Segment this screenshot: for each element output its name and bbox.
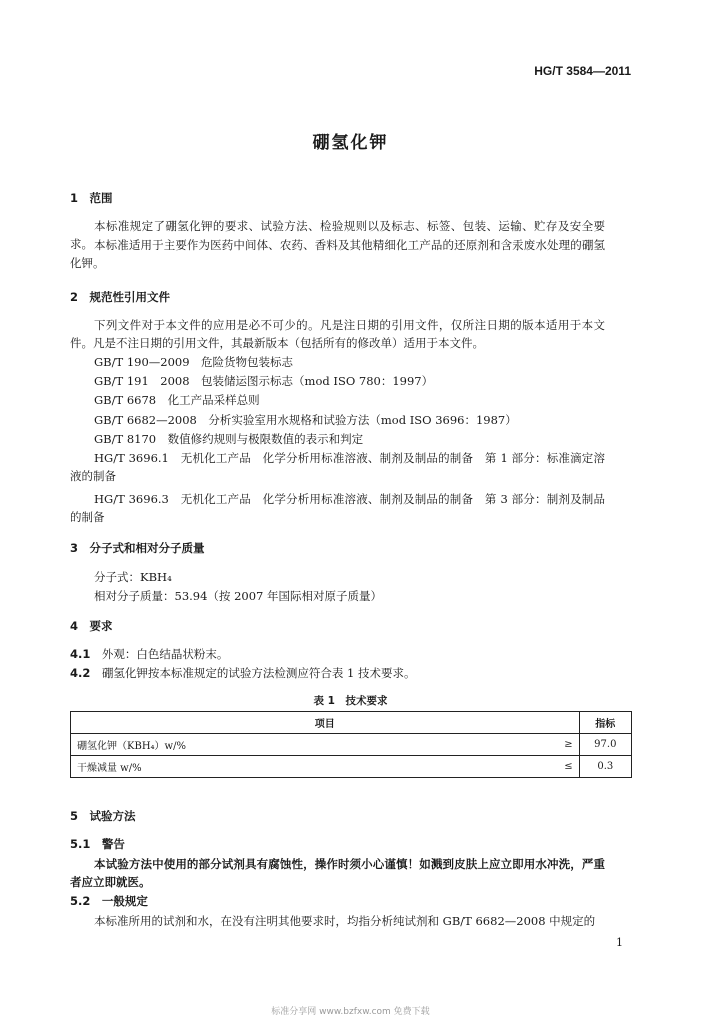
section-title: 要求 bbox=[89, 619, 113, 633]
table-cell-item: 干燥减量 w/% bbox=[71, 756, 547, 778]
reference-item: GB/T 191 2008 包装储运图示标志（mod ISO 780：1997） bbox=[94, 374, 434, 388]
section-number: 5 bbox=[70, 809, 79, 823]
section-3-heading bbox=[70, 540, 205, 556]
table-caption: 表 1 技术要求 bbox=[313, 695, 388, 707]
section-title: 试验方法 bbox=[89, 809, 136, 823]
clause-5-2-heading bbox=[70, 893, 148, 909]
section-2-heading bbox=[70, 289, 170, 305]
table-cell-value: 97.0 bbox=[579, 734, 631, 756]
section-title: 范围 bbox=[89, 191, 113, 205]
reference-item: GB/T 190—2009 危险货物包装标志 bbox=[94, 355, 294, 369]
clause-number: 5.1 bbox=[70, 837, 91, 851]
table-cell-value: 0.3 bbox=[579, 756, 631, 778]
section-title: 规范性引用文件 bbox=[89, 290, 171, 304]
column-header-index: 指标 bbox=[579, 712, 631, 734]
clause-title: 一般规定 bbox=[101, 894, 148, 908]
reference-item: GB/T 6682—2008 分析实验室用水规格和试验方法（mod ISO 3696：1987） bbox=[94, 413, 517, 427]
section-2-intro: 下列文件对于本文件的应用是必不可少的。凡是注日期的引用文件，仅所注日期的版本适用于本文件。凡是不注日期的引用文件，其最新版本（包括所有的修改单）适用于本文件。 bbox=[70, 318, 605, 350]
page-number: 1 bbox=[616, 936, 623, 949]
section-title: 分子式和相对分子质量 bbox=[89, 541, 205, 555]
technical-requirements-table bbox=[70, 711, 632, 778]
table-row bbox=[71, 734, 632, 756]
general-text: 本标准所用的试剂和水，在没有注明其他要求时，均指分析纯试剂和 GB/T 6682—2008 中规定的 bbox=[94, 914, 596, 928]
section-4-heading bbox=[70, 618, 113, 634]
section-1-para-2: 本标准适用于主要作为医药中间体、农药、香料及其他精细化工产品的还原剂和含汞废水处理的硼氢化钾。 bbox=[70, 238, 605, 270]
section-number: 1 bbox=[70, 191, 79, 205]
section-1-para-1: 本标准规定了硼氢化钾的要求、试验方法、检验规则以及标志、标签、包装、运输、贮存及安全要求。 bbox=[70, 219, 605, 251]
clause-number: 4.2 bbox=[70, 666, 91, 680]
requirement-4-2 bbox=[70, 664, 416, 682]
requirement-4-1 bbox=[70, 645, 228, 663]
section-number: 3 bbox=[70, 541, 79, 555]
reference-item: GB/T 6678 化工产品采样总则 bbox=[94, 393, 260, 407]
reference-item: HG/T 3696.3 无机化工产品 化学分析用标准溶液、制剂及制品的制备 第 3 部分：制剂及制品的制备 bbox=[70, 492, 605, 524]
table-row bbox=[71, 756, 632, 778]
document-title: 硼氢化钾 bbox=[312, 133, 389, 153]
clause-title: 警告 bbox=[101, 837, 125, 851]
clause-text: 外观：白色结晶状粉末。 bbox=[101, 647, 229, 661]
section-5-heading bbox=[70, 808, 136, 824]
molecular-formula: 分子式：KBH₄ bbox=[94, 570, 172, 584]
reference-item: GB/T 8170 数值修约规则与极限数值的表示和判定 bbox=[94, 432, 364, 446]
footer-watermark: 标准分享网 www.bzfxw.com 免费下载 bbox=[271, 1007, 430, 1017]
warning-text: 本试验方法中使用的部分试剂具有腐蚀性，操作时须小心谨慎！如溅到皮肤上应立即用水冲洗，严重者应立即就医。 bbox=[70, 857, 605, 889]
table-cell-operator: ≤ bbox=[547, 756, 580, 778]
clause-text: 硼氢化钾按本标准规定的试验方法检测应符合表 1 技术要求。 bbox=[101, 666, 416, 680]
table-cell-operator: ≥ bbox=[547, 734, 580, 756]
section-number: 4 bbox=[70, 619, 79, 633]
table-cell-item: 硼氢化钾（KBH₄）w/% bbox=[71, 734, 547, 756]
clause-number: 5.2 bbox=[70, 894, 91, 908]
column-header-item: 项目 bbox=[71, 712, 580, 734]
molecular-mass: 相对分子质量：53.94（按 2007 年国际相对原子质量） bbox=[94, 589, 382, 603]
clause-5-1-heading bbox=[70, 836, 125, 852]
clause-number: 4.1 bbox=[70, 647, 91, 661]
standard-number: HG/T 3584—2011 bbox=[534, 64, 631, 78]
reference-item: HG/T 3696.1 无机化工产品 化学分析用标准溶液、制剂及制品的制备 第 1 部分：标准滴定溶液的制备 bbox=[70, 451, 605, 483]
section-1-heading bbox=[70, 190, 113, 206]
section-number: 2 bbox=[70, 290, 79, 304]
table-header-row bbox=[71, 712, 632, 734]
